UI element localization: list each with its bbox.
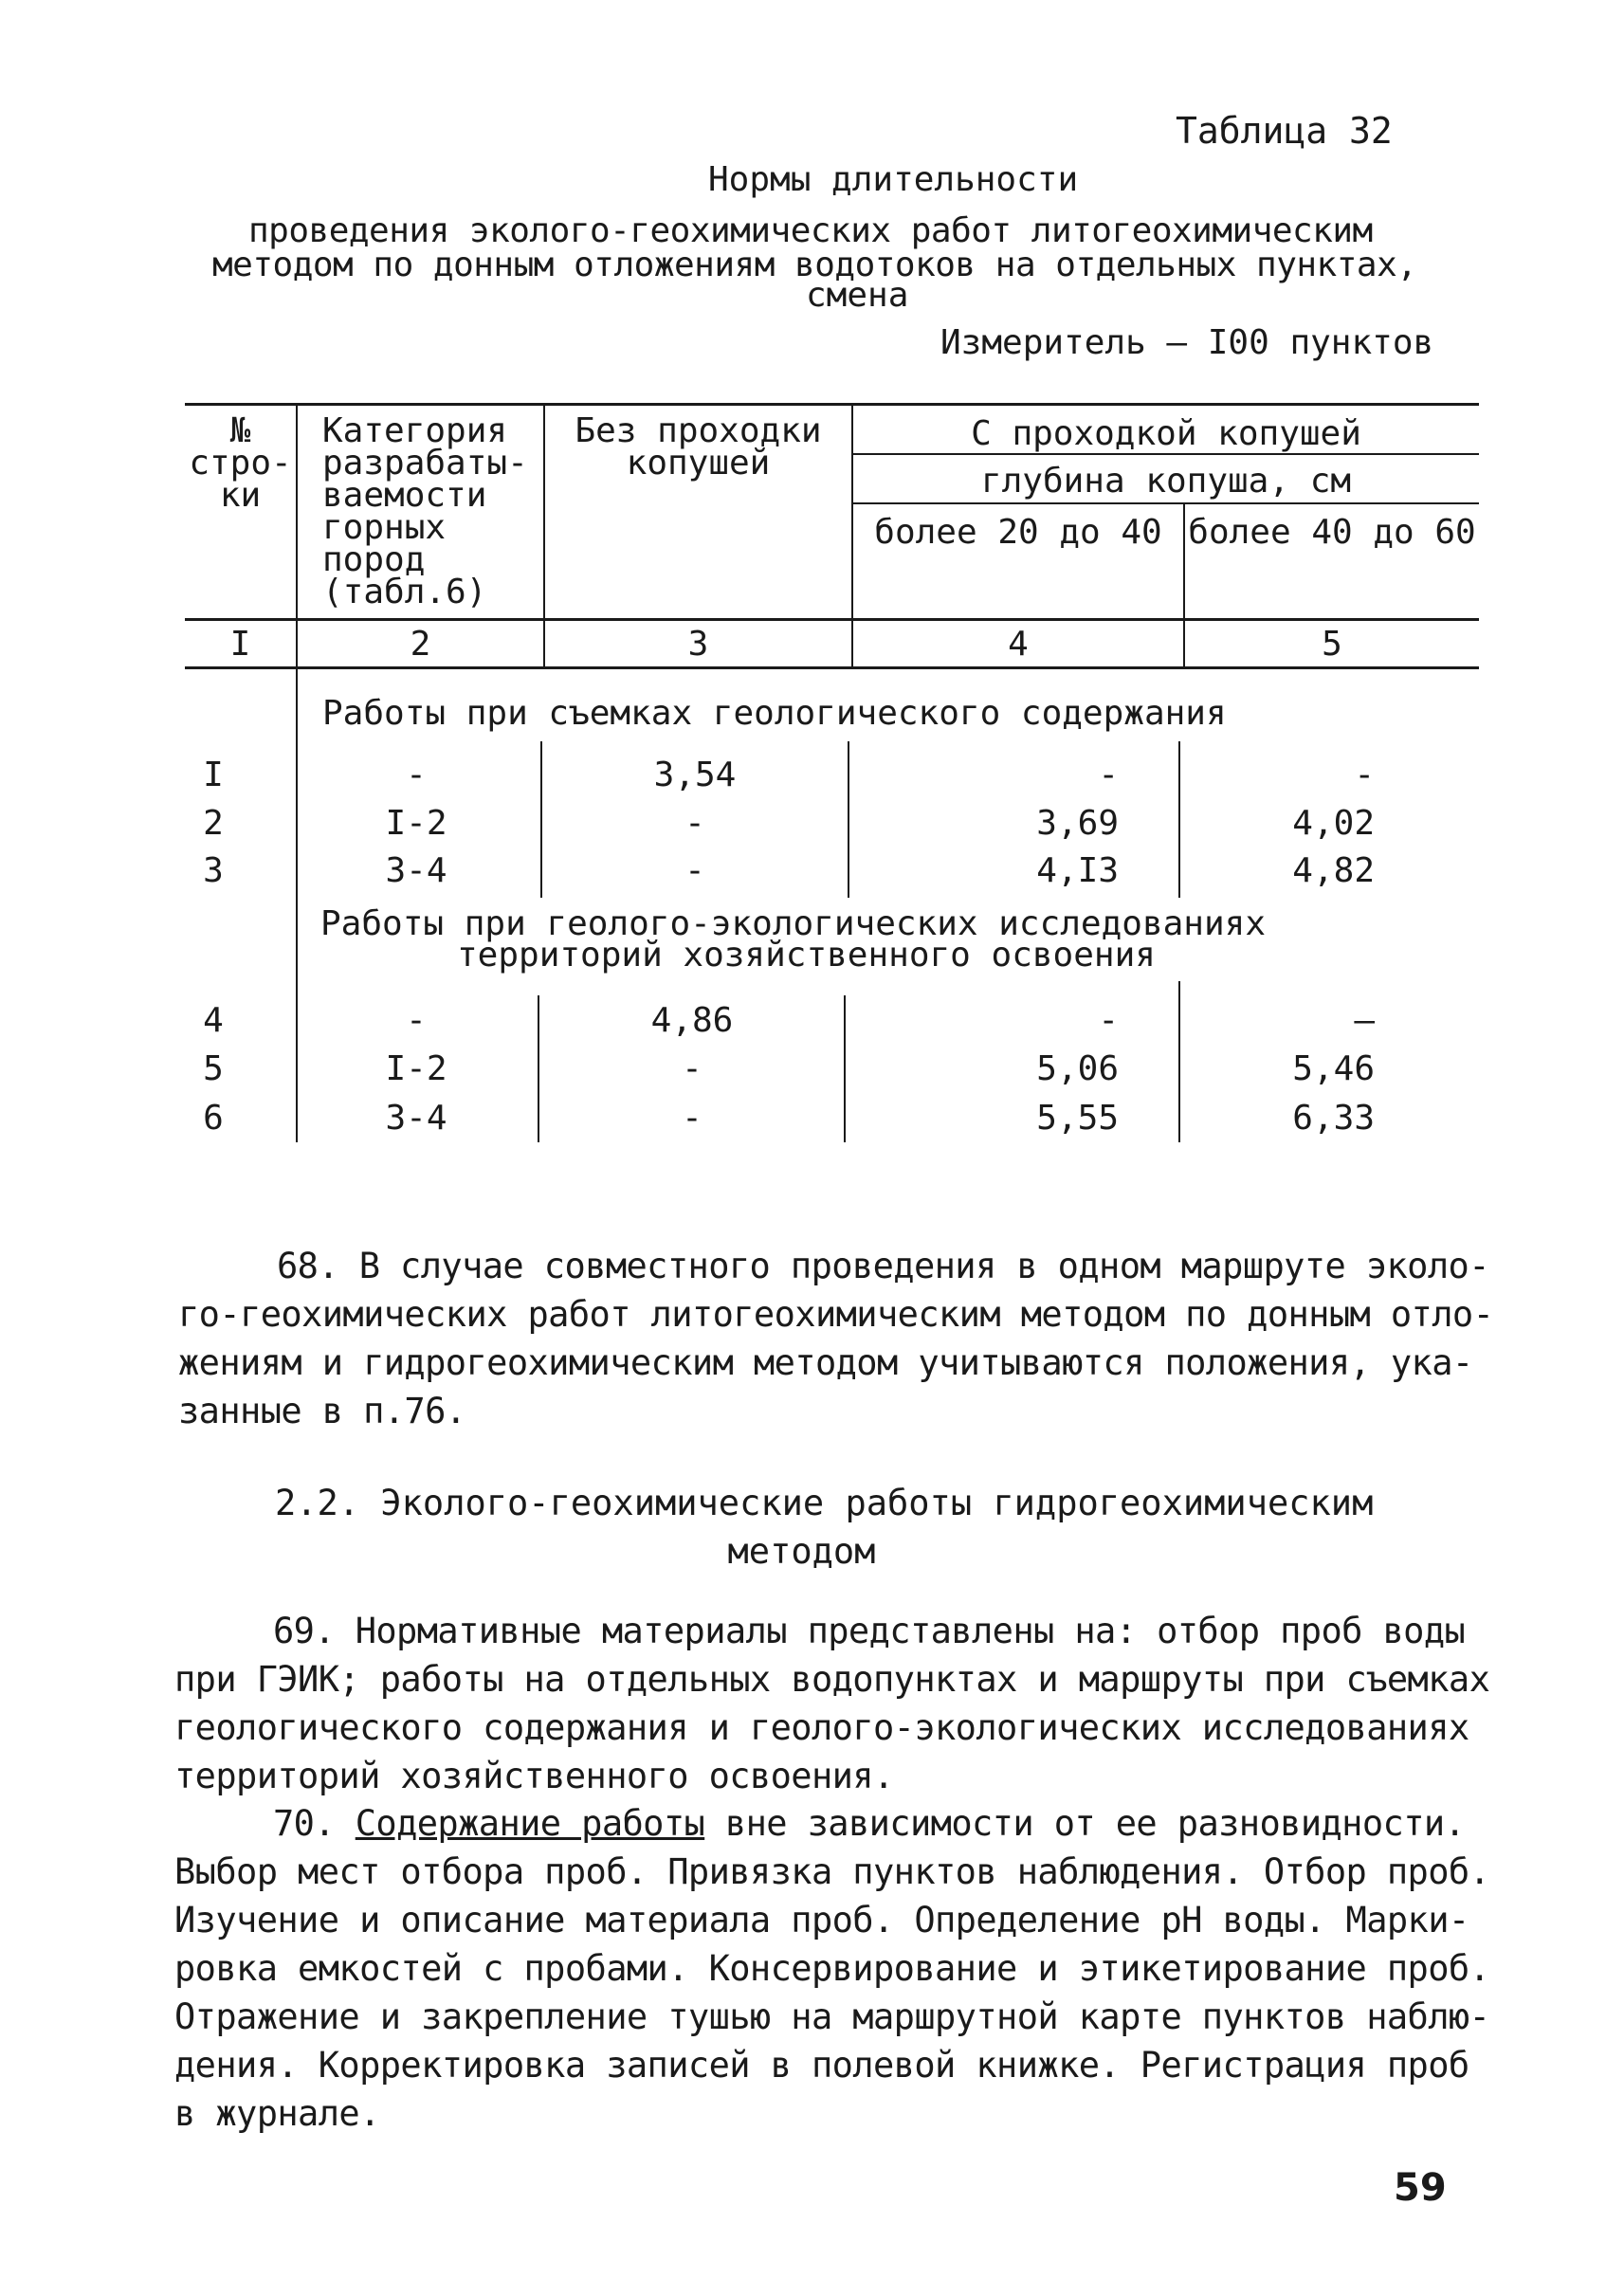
table-cell: 3,54 bbox=[653, 756, 737, 794]
table-cell: 3 bbox=[203, 851, 224, 890]
table-cell: 6 bbox=[203, 1099, 224, 1138]
table-title-line1: Нормы длительности bbox=[708, 160, 1079, 199]
section-title: Работы при съемках геологического содержания bbox=[322, 694, 1227, 733]
table-cell: 5,46 bbox=[1292, 1049, 1375, 1088]
table-cell: 4 bbox=[203, 1001, 224, 1040]
paragraph-number: 70. bbox=[273, 1803, 356, 1844]
paragraph-69: 69. Нормативные материалы представлены на: отбор проб воды при ГЭИК; работы на отдельных водопунктах и маршруты при съемках геологического содержания и геолого-экологических исследованиях территорий хозяйственного освоения. bbox=[174, 1611, 1490, 1796]
head-category: Категория разрабаты- ваемости горных пород (табл.6) bbox=[322, 411, 528, 611]
table-cell: - bbox=[682, 1099, 703, 1138]
table-cell: 3-4 bbox=[385, 1099, 447, 1138]
col-number: 3 bbox=[687, 625, 709, 664]
measure-unit: Измеритель – I00 пунктов bbox=[940, 323, 1434, 362]
table-cell: - bbox=[1098, 1001, 1119, 1040]
table-label: Таблица 32 bbox=[1176, 110, 1393, 152]
table-cell: - bbox=[684, 851, 705, 890]
section-heading: 2.2. Эколого-геохимические работы гидрогеохимическим методом bbox=[275, 1483, 1374, 1572]
table-cell: 6,33 bbox=[1292, 1099, 1375, 1138]
col-number: 4 bbox=[1008, 625, 1029, 664]
table-cell: 4,I3 bbox=[1036, 851, 1119, 890]
head-with-pits: С проходкой копушей bbox=[971, 414, 1361, 453]
table-title-line2: проведения эколого-геохимических работ литогеохимическим bbox=[248, 211, 1373, 250]
head-pit-depth: глубина копуша, см bbox=[980, 462, 1352, 501]
table-cell: I-2 bbox=[385, 804, 447, 843]
section-title: территорий хозяйственного освоения bbox=[457, 936, 1156, 975]
table-cell: 2 bbox=[203, 804, 224, 843]
table-title-line4: смена bbox=[806, 276, 909, 315]
table-cell: - bbox=[1354, 756, 1375, 794]
table-cell: - bbox=[1098, 756, 1119, 794]
table-cell: I bbox=[203, 756, 224, 794]
page-number: 59 bbox=[1394, 2166, 1447, 2210]
table-cell: - bbox=[682, 1049, 703, 1088]
table-cell: 4,82 bbox=[1292, 851, 1375, 890]
table-cell: - bbox=[406, 756, 427, 794]
paragraph-70: 70. Содержание работы вне зависимости от ее разновидности. Выбор мест отбора проб. Привязка пунктов наблюдения. Отбор проб. Изучение и описание материала проб. Определение pH воды. Марки- ровка емкостей с пробами. Консервирование и этикетирование проб. Отражение и закрепление тушью на маршрутной карте пунктов наблю- дения. Корректировка записей в полевой книжке. Регистрация проб в журнале. bbox=[174, 1803, 1490, 2134]
table-cell: I-2 bbox=[385, 1049, 447, 1088]
table-title-line3: методом по донным отложениям водотоков на отдельных пунктах, bbox=[212, 246, 1417, 284]
table-cell: — bbox=[1354, 1001, 1375, 1040]
table-cell: 5,06 bbox=[1036, 1049, 1119, 1088]
paragraph-68: 68. В случае совместного проведения в одном маршруте эколо- го-геохимических работ литогеохимическим методом по донным отло- жениям и гидрогеохимическим методом учитываются положения, ука- занные в п.76. bbox=[178, 1246, 1494, 1431]
head-row-number: № стро- ки bbox=[189, 411, 292, 515]
head-depth-40-60: более 40 до 60 bbox=[1188, 513, 1476, 552]
head-depth-20-40: более 20 до 40 bbox=[874, 513, 1162, 552]
head-without-pits: Без проходки копушей bbox=[575, 411, 822, 483]
table-cell: 5 bbox=[203, 1049, 224, 1088]
table-cell: 4,86 bbox=[650, 1001, 734, 1040]
table-cell: 3-4 bbox=[385, 851, 447, 890]
section-title: Работы при геолого-экологических исследованиях bbox=[320, 904, 1266, 943]
table-cell: 4,02 bbox=[1292, 804, 1375, 843]
table-cell: 3,69 bbox=[1036, 804, 1119, 843]
table-cell: 5,55 bbox=[1036, 1099, 1119, 1138]
paragraph-text: вне зависимости от ее разновидности. bbox=[704, 1803, 1466, 1844]
col-number: 5 bbox=[1322, 625, 1342, 664]
table-cell: - bbox=[684, 804, 705, 843]
table-cell: - bbox=[406, 1001, 427, 1040]
col-number: 2 bbox=[410, 625, 431, 664]
underlined-term: Содержание работы bbox=[355, 1803, 705, 1844]
col-number: I bbox=[229, 625, 251, 664]
